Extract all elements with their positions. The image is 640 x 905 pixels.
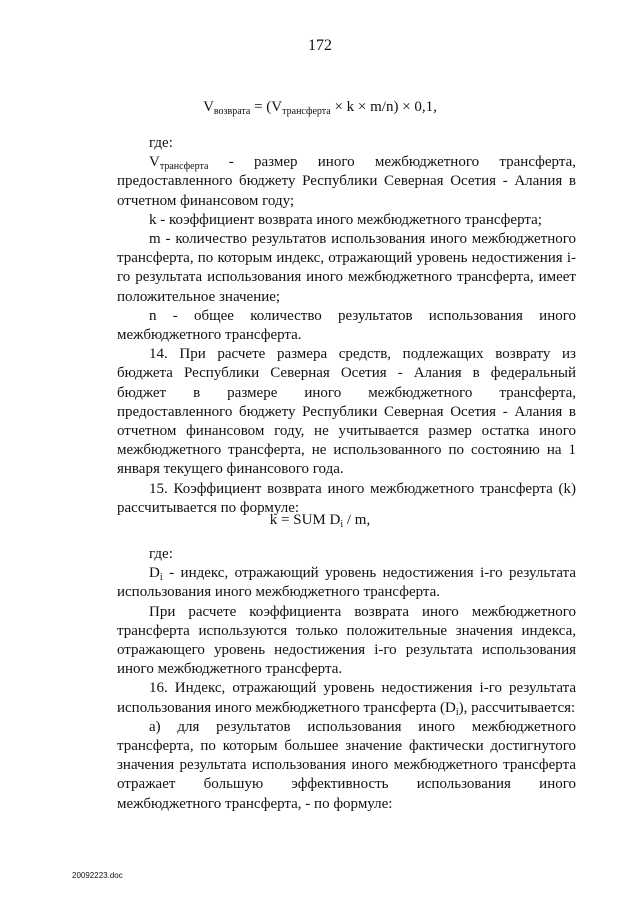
text-block-2 [117,545,576,814]
paragraph-calculation-note: При расчете коэффициента возврата иного межбюджетного трансферта используются только положительные значения индекса, отражающего уровень недостижения i-го результата использования иного межбюджетного трансферта. [117,603,576,678]
definition-n: n - общее количество результатов использования иного межбюджетного трансферта. [117,307,576,344]
definition-k: k - коэффициент возврата иного межбюджетного трансферта; [149,211,542,228]
definition-v: $V_{трансферта}$ - размер иного межбюджетного трансферта, предоставленного бюджету Республики Северная Осетия - Алания в отчетном финансовом году; [117,154,576,209]
definition-di: $D_i$ - индекс, отражающий уровень недостижения i-го результата использования иного межбюджетного трансферта. [117,565,576,601]
paragraph-14: 14. При расчете размера средств, подлежащих возврату из бюджета Республики Северная Осетия - Алания в федеральный бюджет в размере иного межбюджетного трансферта, предоставленного бюджету Республики Северная Осетия - Алания в отчетном финансовом году, не учитывается размер остатка иного межбюджетного трансферта, не использованного по состоянию на 1 января текущего финансового года. [117,346,576,478]
formula-v-return: $V_{возврата} = (V_{трансферта} \times k \times m/n) \times 0,1$, [203,99,437,117]
paragraph-16: 16. Индекс, отражающий уровень недостижения i-го результата использования иного межбюджетного трансферта $(D_i)$, рассчитывается: [117,680,576,718]
footer-filename: 20092223.doc [72,871,123,880]
item-a: а) для результатов использования иного межбюджетного трансферта, по которым большее значение фактически достигнутого значения результата использования иного межбюджетного трансферта отражает большую эффективность использования иного межбюджетного трансферта, - по формуле: [117,718,576,812]
text-block-1 [117,134,576,518]
formula-k: k = SUM $D_i$ / m, [269,512,371,530]
paragraph-15: 15. Коэффициент возврата иного межбюджетного трансферта (k) рассчитывается по формуле: [117,480,576,516]
page-number: 172 [308,37,332,54]
definition-m: m - количество результатов использования иного межбюджетного трансферта, по которым индекс, отражающий уровень недостижения i-го результата использования иного межбюджетного трансферта, имеет положительное значение; [117,231,576,305]
where-label: где: [149,135,173,151]
where-label-2: где: [149,546,173,562]
